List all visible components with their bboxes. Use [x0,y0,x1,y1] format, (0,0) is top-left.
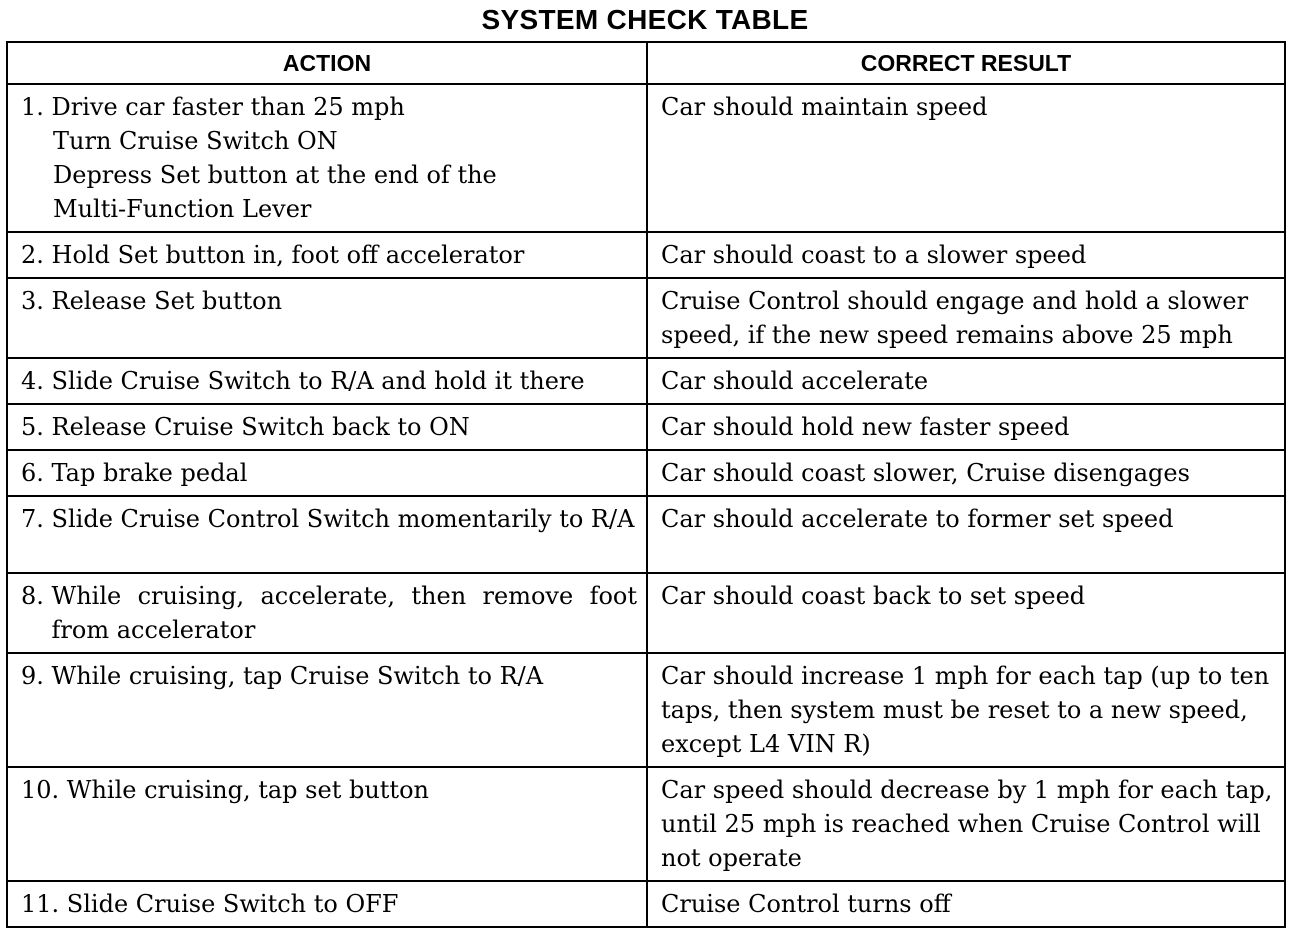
table-row [7,84,1285,232]
result-cell [647,84,1285,232]
action-text: Slide Cruise Switch to R/A and hold it there [51,367,585,395]
result-cell [647,404,1285,450]
action-line: Depress Set button at the end of the [53,161,497,189]
result-cell [647,232,1285,278]
action-text: While cruising, tap set button [66,776,429,804]
result-cell [647,653,1285,767]
action-cell [7,84,647,232]
table-row [7,496,1285,573]
result-text: Car should increase 1 mph for each tap (up to ten taps, then system must be reset to a new speed, except L4 VIN R) [661,662,1270,758]
result-text: Car should accelerate [661,367,929,395]
result-cell [647,278,1285,358]
result-text: Car should coast to a slower speed [661,241,1087,269]
step-number: 2. [21,241,52,269]
step-number: 8. [21,582,52,610]
action-cell [7,653,647,767]
action-cell [7,358,647,404]
result-cell [647,767,1285,881]
action-text: Slide Cruise Switch to OFF [66,890,399,918]
step-number: 4. [21,367,52,395]
step-number: 11. [21,890,67,918]
table-row [7,450,1285,496]
result-cell [647,450,1285,496]
step-number: 5. [21,413,52,441]
action-cell [7,450,647,496]
table-row [7,232,1285,278]
action-column-header: ACTION [7,42,647,84]
step-number: 6. [21,459,52,487]
action-text: Hold Set button in, foot off accelerator [51,241,525,269]
system-check-table [6,41,1286,928]
table-row [7,653,1285,767]
action-text: Release Set button [51,287,283,315]
action-cell [7,573,647,653]
result-cell [647,573,1285,653]
table-row [7,881,1285,927]
result-cell [647,496,1285,573]
result-text: Car should coast slower, Cruise disengages [661,459,1190,487]
action-line: 1. Drive car faster than 25 mph [21,93,405,121]
result-cell [647,358,1285,404]
result-column-header: CORRECT RESULT [647,42,1285,84]
action-text: While cruising, tap Cruise Switch to R/A [51,662,544,690]
result-text: Car should coast back to set speed [661,582,1086,610]
action-text: Tap brake pedal [51,459,248,487]
action-cell [7,278,647,358]
table-row [7,767,1285,881]
action-text: Slide Cruise Control Switch momentarily to R/A [51,505,635,533]
result-text: Car speed should decrease by 1 mph for each tap, until 25 mph is reached when Cruise Control will not operate [661,776,1273,872]
action-line: Turn Cruise Switch ON [53,127,338,155]
action-cell [7,404,647,450]
table-title: SYSTEM CHECK TABLE [481,4,809,35]
action-line: Multi-Function Lever [53,195,312,223]
result-text: Car should hold new faster speed [661,413,1070,441]
action-cell [7,496,647,573]
step-number: 10. [21,776,67,804]
result-text: Cruise Control should engage and hold a slower speed, if the new speed remains above 25 mph [661,287,1249,349]
table-row [7,573,1285,653]
action-text: Release Cruise Switch back to ON [51,413,470,441]
action-text: While cruising, accelerate, then remove foot from accelerator [51,582,637,644]
table-row [7,278,1285,358]
action-cell [7,881,647,927]
result-text: Car should maintain speed [661,93,988,121]
step-number: 7. [21,505,52,533]
step-number: 3. [21,287,52,315]
result-text: Cruise Control turns off [661,890,951,918]
action-cell [7,232,647,278]
result-cell [647,881,1285,927]
action-cell [7,767,647,881]
result-text: Car should accelerate to former set speed [661,505,1174,533]
step-number: 9. [21,662,52,690]
table-row [7,358,1285,404]
table-row [7,404,1285,450]
header-row [7,42,1285,84]
